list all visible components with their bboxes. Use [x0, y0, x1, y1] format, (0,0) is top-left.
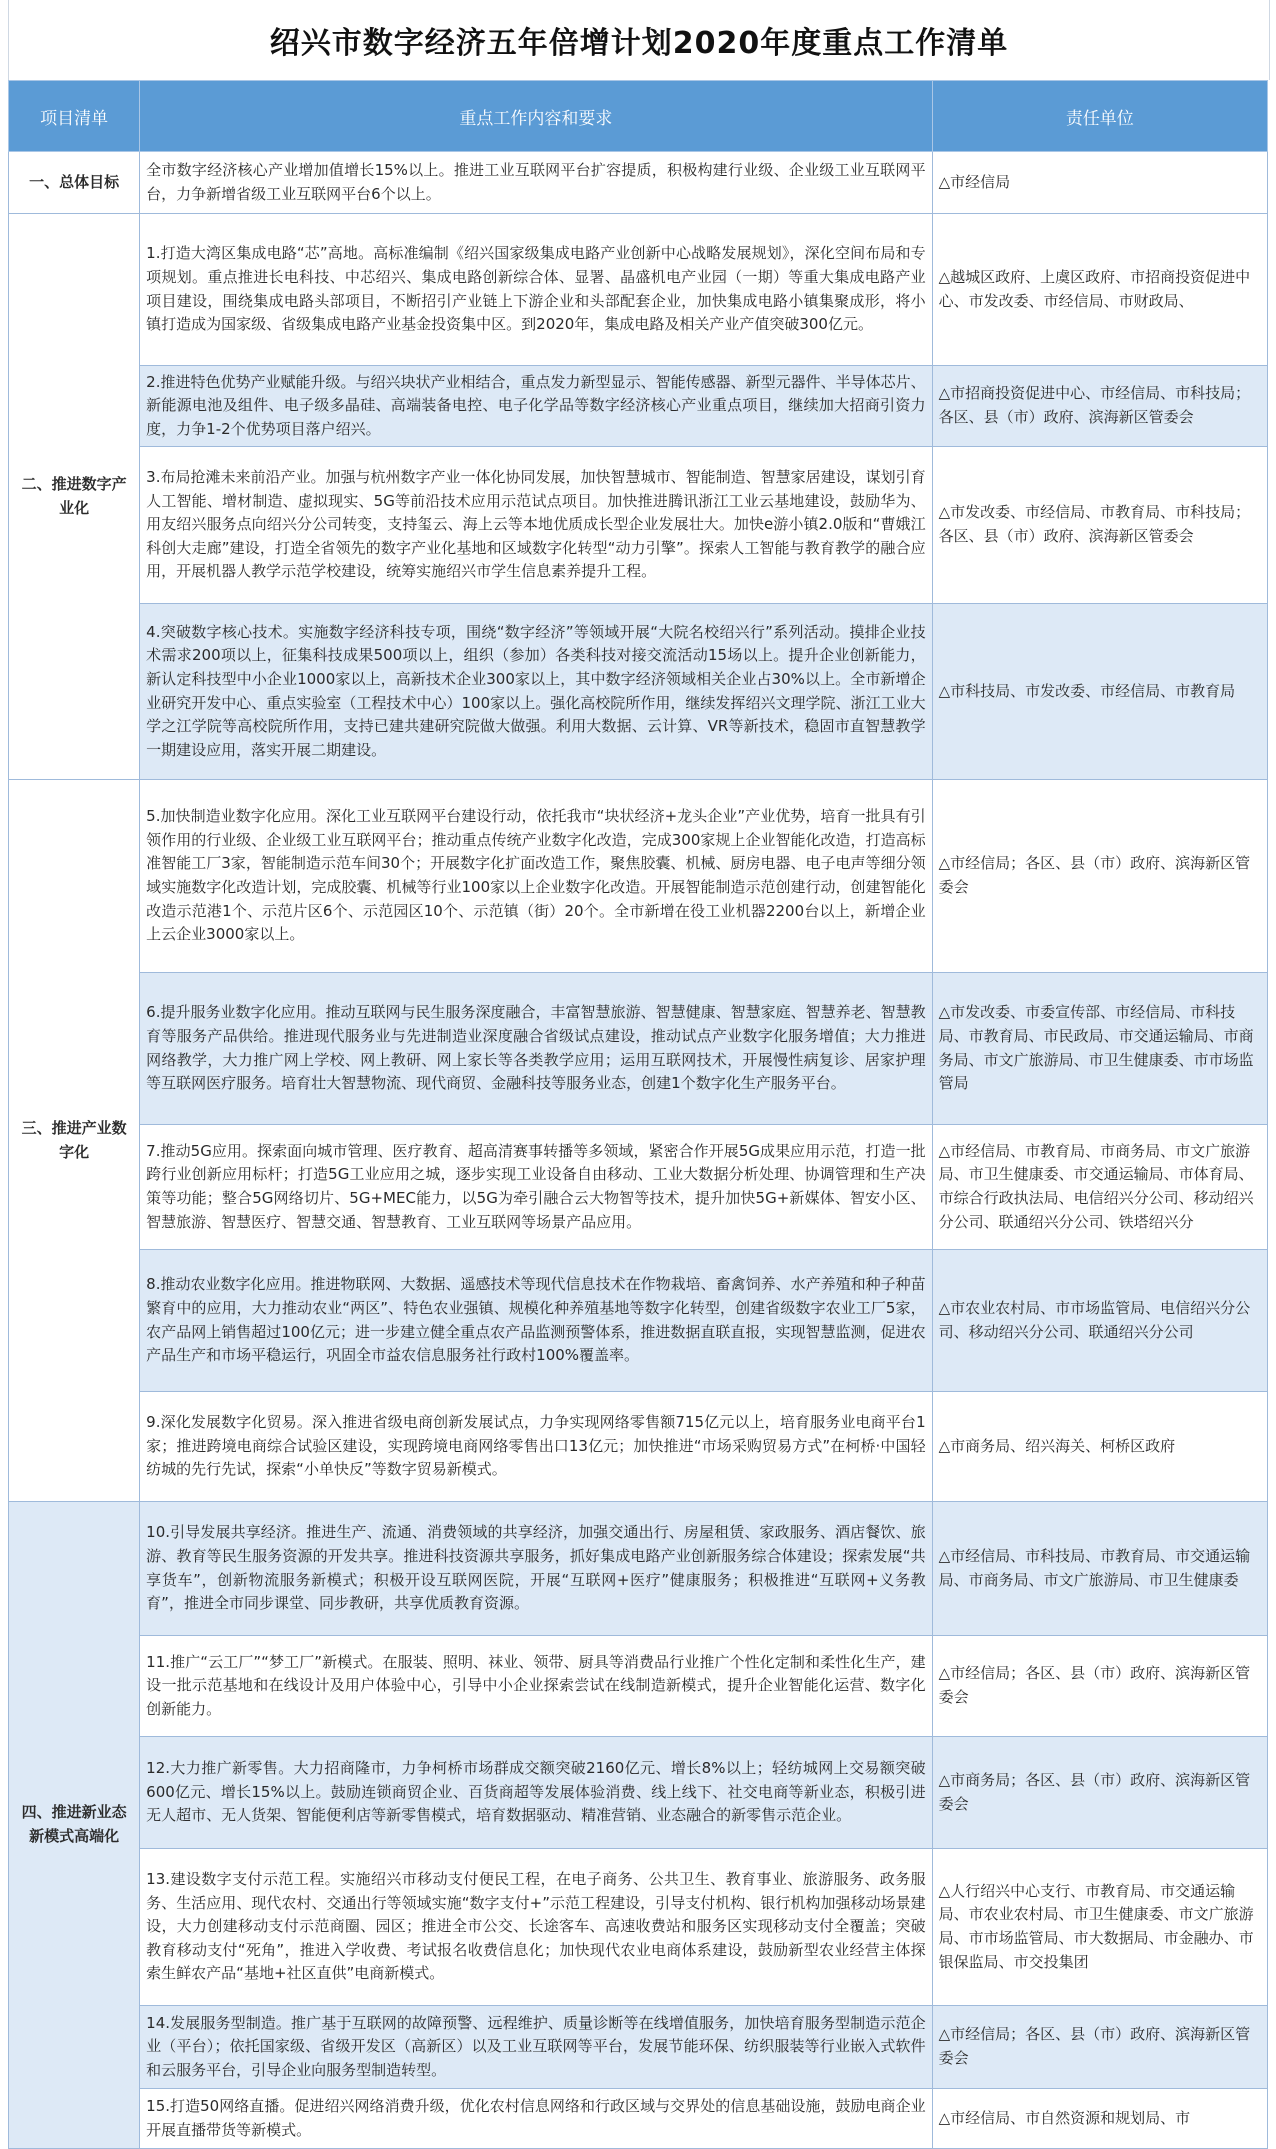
category-cell: 一、总体目标	[9, 152, 140, 214]
unit-cell: △市农业农村局、市市场监管局、电信绍兴分公司、移动绍兴分公司、联通绍兴分公司	[932, 1250, 1267, 1392]
unit-cell: △越城区政府、上虞区政府、市招商投资促进中心、市发改委、市经信局、市财政局、	[932, 214, 1267, 366]
unit-cell: △市招商投资促进中心、市经信局、市科技局；各区、县（市）政府、滨海新区管委会	[932, 366, 1267, 447]
unit-cell: △市商务局、绍兴海关、柯桥区政府	[932, 1392, 1267, 1502]
table-row	[9, 973, 1268, 1125]
content-cell: 14.发展服务型制造。推广基于互联网的故障预警、远程维护、质量诊断等在线增值服务，加快培育服务型制造示范企业（平台）；依托国家级、省级开发区（高新区）以及工业互联网等平台，发展节能环保、纺织服装等行业嵌入式软件和云服务平台，引导企业向服务型制造转型。	[140, 2006, 932, 2089]
unit-cell: △市发改委、市经信局、市教育局、市科技局；各区、县（市）政府、滨海新区管委会	[932, 447, 1267, 604]
category-cell: 二、推进数字产业化	[9, 214, 140, 780]
table-row	[9, 2089, 1268, 2149]
work-plan-table	[8, 80, 1268, 2149]
content-cell: 7.推动5G应用。探索面向城市管理、医疗教育、超高清赛事转播等多领域，紧密合作开展5G成果应用示范，打造一批跨行业创新应用标杆；打造5G工业应用之城，逐步实现工业设备自由移动、工业大数据分析处理、协调管理和生产决策等功能；整合5G网络切片、5G+MEC能力，以5G为牵引融合云大物智等技术，提升加快5G+新媒体、智安小区、智慧旅游、智慧医疗、智慧交通、智慧教育、工业互联网等场景产品应用。	[140, 1125, 932, 1250]
table-row	[9, 604, 1268, 780]
unit-cell: △市商务局；各区、县（市）政府、滨海新区管委会	[932, 1737, 1267, 1849]
table-row	[9, 152, 1268, 214]
content-cell: 4.突破数字核心技术。实施数字经济科技专项，围绕“数字经济”等领域开展“大院名校绍兴行”系列活动。摸排企业技术需求200项以上，征集科技成果500项以上，组织（参加）各类科技对接交流活动15场以上。提升企业创新能力，新认定科技型中小企业1000家以上，高新技术企业300家以上，其中数字经济领域相关企业占30%以上。全市新增企业研究开发中心、重点实验室（工程技术中心）100家以上。强化高校院所作用，继续发挥绍兴文理学院、浙江工业大学之江学院等高校院所作用，支持已建共建研究院做大做强。利用大数据、云计算、VR等新技术，稳固市直智慧教学一期建设应用，落实开展二期建设。	[140, 604, 932, 780]
table-row	[9, 1125, 1268, 1250]
content-cell: 6.提升服务业数字化应用。推动互联网与民生服务深度融合，丰富智慧旅游、智慧健康、智慧家庭、智慧养老、智慧教育等服务产品供给。推进现代服务业与先进制造业深度融合省级试点建设，推动试点产业数字化服务增值；大力推进网络教学，大力推广网上学校、网上教研、网上家长等各类教学应用；运用互联网技术，开展慢性病复诊、居家护理等互联网医疗服务。培育壮大智慧物流、现代商贸、金融科技等服务业态，创建1个数字化生产服务平台。	[140, 973, 932, 1125]
content-cell: 全市数字经济核心产业增加值增长15%以上。推进工业互联网平台扩容提质，积极构建行业级、企业级工业互联网平台，力争新增省级工业互联网平台6个以上。	[140, 152, 932, 214]
table-row	[9, 1737, 1268, 1849]
header-content: 重点工作内容和要求	[140, 81, 932, 152]
unit-cell: △市发改委、市委宣传部、市经信局、市科技局、市教育局、市民政局、市交通运输局、市商务局、市文广旅游局、市卫生健康委、市市场监管局	[932, 973, 1267, 1125]
content-cell: 13.建设数字支付示范工程。实施绍兴市移动支付便民工程，在电子商务、公共卫生、教育事业、旅游服务、政务服务、生活应用、现代农村、交通出行等领域实施“数字支付+”示范工程建设，引导支付机构、银行机构加强移动场景建设，大力创建移动支付示范商圈、园区；推进全市公交、长途客车、高速收费站和服务区实现移动支付全覆盖；突破教育移动支付“死角”，推进入学收费、考试报名收费信息化；加快现代农业电商体系建设，鼓励新型农业经营主体探索生鲜农产品“基地+社区直供”电商新模式。	[140, 1849, 932, 2006]
table-row	[9, 2006, 1268, 2089]
table-row	[9, 780, 1268, 973]
unit-cell: △人行绍兴中心支行、市教育局、市交通运输局、市农业农村局、市卫生健康委、市文广旅游局、市市场监管局、市大数据局、市金融办、市银保监局、市交投集团	[932, 1849, 1267, 2006]
content-cell: 3.布局抢滩未来前沿产业。加强与杭州数字产业一体化协同发展，加快智慧城市、智能制造、智慧家居建设，谋划引育人工智能、增材制造、虚拟现实、5G等前沿技术应用示范试点项目。加快推进腾讯浙江工业云基地建设，鼓励华为、用友绍兴服务点向绍兴分公司转变，支持玺云、海上云等本地优质成长型企业发展壮大。加快e游小镇2.0版和“曹娥江科创大走廊”建设，打造全省领先的数字产业化基地和区域数字化转型“动力引擎”。探索人工智能与教育教学的融合应用，开展机器人教学示范学校建设，统筹实施绍兴市学生信息素养提升工程。	[140, 447, 932, 604]
category-cell: 四、推进新业态新模式高端化	[9, 1502, 140, 2149]
content-cell: 1.打造大湾区集成电路“芯”高地。高标准编制《绍兴国家级集成电路产业创新中心战略发展规划》，深化空间布局和专项规划。重点推进长电科技、中芯绍兴、集成电路创新综合体、显署、晶盛机电产业园（一期）等重大集成电路产业项目建设，围绕集成电路头部项目，不断招引产业链上下游企业和头部配套企业，加快集成电路小镇集聚成形，将小镇打造成为国家级、省级集成电路产业基金投资集中区。到2020年，集成电路及相关产业产值突破300亿元。	[140, 214, 932, 366]
header-unit: 责任单位	[932, 81, 1267, 152]
unit-cell: △市科技局、市发改委、市经信局、市教育局	[932, 604, 1267, 780]
unit-cell: △市经信局；各区、县（市）政府、滨海新区管委会	[932, 780, 1267, 973]
unit-cell: △市经信局、市科技局、市教育局、市交通运输局、市商务局、市文广旅游局、市卫生健康委	[932, 1502, 1267, 1636]
content-cell: 9.深化发展数字化贸易。深入推进省级电商创新发展试点，力争实现网络零售额715亿元以上，培育服务业电商平台1家；推进跨境电商综合试验区建设，实现跨境电商网络零售出口13亿元；加快推进“市场采购贸易方式”在柯桥·中国轻纺城的先行先试，探索“小单快反”等数字贸易新模式。	[140, 1392, 932, 1502]
category-cell: 三、推进产业数字化	[9, 780, 140, 1502]
content-cell: 10.引导发展共享经济。推进生产、流通、消费领域的共享经济，加强交通出行、房屋租赁、家政服务、酒店餐饮、旅游、教育等民生服务资源的开发共享。推进科技资源共享服务，抓好集成电路产业创新服务综合体建设；探索发展“共享货车”，创新物流服务新模式；积极开设互联网医院，开展“互联网+医疗”健康服务；积极推进“互联网+义务教育”，推进全市同步课堂、同步教研，共享优质教育资源。	[140, 1502, 932, 1636]
unit-cell: △市经信局、市教育局、市商务局、市文广旅游局、市卫生健康委、市交通运输局、市体育局、市综合行政执法局、电信绍兴分公司、移动绍兴分公司、联通绍兴分公司、铁塔绍兴分	[932, 1125, 1267, 1250]
content-cell: 8.推动农业数字化应用。推进物联网、大数据、遥感技术等现代信息技术在作物栽培、畜禽饲养、水产养殖和种子种苗繁育中的应用，大力推动农业“两区”、特色农业强镇、规模化种养殖基地等数字化转型，创建省级数字农业工厂5家，农产品网上销售超过100亿元；进一步建立健全重点农产品监测预警体系，推进数据直联直报，实现智慧监测，促进农产品生产和市场平稳运行，巩固全市益农信息服务社行政村100%覆盖率。	[140, 1250, 932, 1392]
content-cell: 15.打造50网络直播。促进绍兴网络消费升级，优化农村信息网络和行政区域与交界处的信息基础设施，鼓励电商企业开展直播带货等新模式。	[140, 2089, 932, 2149]
table-row	[9, 447, 1268, 604]
table-row	[9, 366, 1268, 447]
document-title: 绍兴市数字经济五年倍增计划2020年度重点工作清单	[8, 0, 1270, 80]
unit-cell: △市经信局；各区、县（市）政府、滨海新区管委会	[932, 1636, 1267, 1737]
content-cell: 5.加快制造业数字化应用。深化工业互联网平台建设行动，依托我市“块状经济+龙头企业”产业优势，培育一批具有引领作用的行业级、企业级工业互联网平台；推动重点传统产业数字化改造，完成300家规上企业智能化改造，打造高标准智能工厂3家，智能制造示范车间30个；开展数字化扩面改造工作，聚焦胶囊、机械、厨房电器、电子电声等细分领域实施数字化改造计划，完成胶囊、机械等行业100家以上企业数字化改造。开展智能制造示范创建行动，创建智能化改造示范港1个、示范片区6个、示范园区10个、示范镇（街）20个。全市新增在役工业机器2200台以上，新增企业上云企业3000家以上。	[140, 780, 932, 973]
header-project: 项目清单	[9, 81, 140, 152]
unit-cell: △市经信局；各区、县（市）政府、滨海新区管委会	[932, 2006, 1267, 2089]
content-cell: 2.推进特色优势产业赋能升级。与绍兴块状产业相结合，重点发力新型显示、智能传感器、新型元器件、半导体芯片、新能源电池及组件、电子级多晶硅、高端装备电控、电子化学品等数字经济核心产业重点项目，继续加大招商引资力度，力争1-2个优势项目落户绍兴。	[140, 366, 932, 447]
table-row	[9, 214, 1268, 366]
table-row	[9, 1636, 1268, 1737]
unit-cell: △市经信局、市自然资源和规划局、市	[932, 2089, 1267, 2149]
table-row	[9, 1502, 1268, 1636]
unit-cell: △市经信局	[932, 152, 1267, 214]
content-cell: 12.大力推广新零售。大力招商隆市，力争柯桥市场群成交额突破2160亿元、增长8%以上；轻纺城网上交易额突破600亿元、增长15%以上。鼓励连锁商贸企业、百货商超等发展体验消费、线上线下、社交电商等新业态，积极引进无人超市、无人货架、智能便利店等新零售模式，培育数据驱动、精准营销、业态融合的新零售示范企业。	[140, 1737, 932, 1849]
table-row	[9, 1392, 1268, 1502]
table-header-row	[9, 81, 1268, 152]
table-row	[9, 1849, 1268, 2006]
table-row	[9, 1250, 1268, 1392]
content-cell: 11.推广“云工厂”“梦工厂”新模式。在服装、照明、袜业、领带、厨具等消费品行业推广个性化定制和柔性化生产，建设一批示范基地和在线设计及用户体验中心，引导中小企业探索尝试在线制造新模式，提升企业智能化运营、数字化创新能力。	[140, 1636, 932, 1737]
